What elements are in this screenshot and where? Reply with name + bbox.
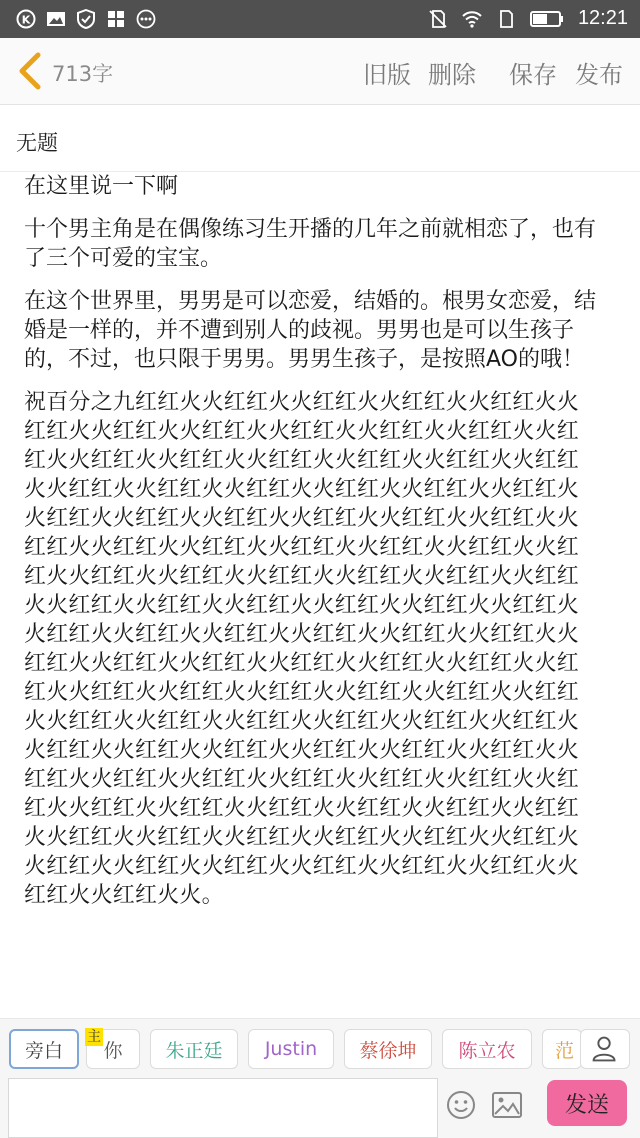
character-chip-label: 朱正廷 xyxy=(165,1039,223,1062)
status-bar xyxy=(0,0,640,38)
status-time: 12:21 xyxy=(577,7,628,29)
title-field[interactable] xyxy=(0,105,640,172)
publish-button[interactable]: 发布 xyxy=(575,61,623,89)
person-icon xyxy=(581,1030,629,1068)
no-sim-icon xyxy=(428,9,448,29)
character-selector xyxy=(0,1018,640,1081)
k-circle-icon xyxy=(16,9,36,29)
protagonist-badge: 主 xyxy=(87,1029,101,1045)
character-chip-label: 范 xyxy=(555,1039,575,1062)
more-dots-icon xyxy=(136,9,156,29)
body-paragraph: 祝百分之九红红火火红红火火红红火火红红火火红红火火红红火火红红火火红红火火红红火火红红火火红红火火红红火火红红火火红红火火红红火火红红火火红红火火红红火火红红火火红红火火红红火火红红火火红红火火红红火火红红火火红红火火红红火火红红火火红红火火红红火火红红火火红红火火红红火火红红火火红红火火红红火火红红火火红红火火红红火火红红火火红红火火红红火火红红火火红红火火红红火火红红火火红红火火红红火火红红火火红红火火红红火火红红火火红红火火红红火火红红火火红红火火红红火火红红火火红红火火红红火火红红火火红红火火红红火火红红火火红红火火红红火火红红火火红红火火红红火火红红火火红红火火红红火火红红火火红红火火红红火火红红火火红红火火红红火火红红火火红红火火红红火火红红火火红红火火红红火火红红火火红红火火红红火火红红火火红红火火红红火火红红火火红红火火红红火火红红火火红红火火红红火火红红火火红红火火红红火火红红火火红红火火红红火火红红火火红红火火红红火火红红火火红红火火。 xyxy=(24,390,580,908)
character-chip-narrator[interactable] xyxy=(9,1029,79,1069)
status-left-icons xyxy=(16,9,156,29)
character-chip[interactable] xyxy=(248,1029,334,1069)
body-paragraph: 十个男主角是在偶像练习生开播的几年之前就相恋了，也有了三个可爱的宝宝。 xyxy=(24,217,597,271)
character-chip[interactable] xyxy=(542,1029,582,1069)
body-paragraph: 在这里说一下啊 xyxy=(24,174,179,199)
save-button[interactable]: 保存 xyxy=(509,61,557,89)
message-input-bar xyxy=(0,1080,640,1138)
character-chip-label: 陈立农 xyxy=(458,1039,516,1062)
character-chip-label: 你 xyxy=(103,1039,123,1062)
character-chip-label: 蔡徐坤 xyxy=(359,1039,417,1062)
editor-header xyxy=(0,38,640,105)
status-right-icons xyxy=(428,7,628,30)
emoji-icon[interactable] xyxy=(446,1090,476,1120)
shield-icon xyxy=(76,9,96,29)
character-chip[interactable] xyxy=(442,1029,532,1069)
sim-icon xyxy=(496,9,516,29)
message-input[interactable] xyxy=(8,1078,438,1138)
battery-icon xyxy=(530,9,564,29)
word-count: 713字 xyxy=(52,62,114,86)
image-upload-icon[interactable] xyxy=(491,1090,523,1120)
character-chip[interactable] xyxy=(150,1029,238,1069)
story-body[interactable] xyxy=(24,172,600,924)
wifi-icon xyxy=(462,9,482,29)
apps-icon xyxy=(106,9,126,29)
character-chip-label: Justin xyxy=(264,1038,318,1060)
send-button[interactable]: 发送 xyxy=(547,1080,627,1126)
back-chevron-icon[interactable] xyxy=(14,52,46,90)
svg-text:K: K xyxy=(21,13,31,27)
delete-button[interactable]: 删除 xyxy=(428,61,476,89)
character-chip-label: 旁白 xyxy=(24,1039,63,1062)
image-icon xyxy=(46,9,66,29)
old-version-button[interactable]: 旧版 xyxy=(363,61,411,89)
character-chip[interactable] xyxy=(344,1029,432,1069)
character-chip-you[interactable] xyxy=(86,1029,140,1069)
manage-characters-button[interactable] xyxy=(580,1029,630,1069)
body-paragraph: 在这个世界里，男男是可以恋爱，结婚的。根男女恋爱，结婚是一样的，并不遭到别人的歧视。男男也是可以生孩子的，不过，也只限于男男。男男生孩子，是按照AO的哦！ xyxy=(24,289,597,372)
story-title[interactable]: 无题 xyxy=(16,131,58,155)
